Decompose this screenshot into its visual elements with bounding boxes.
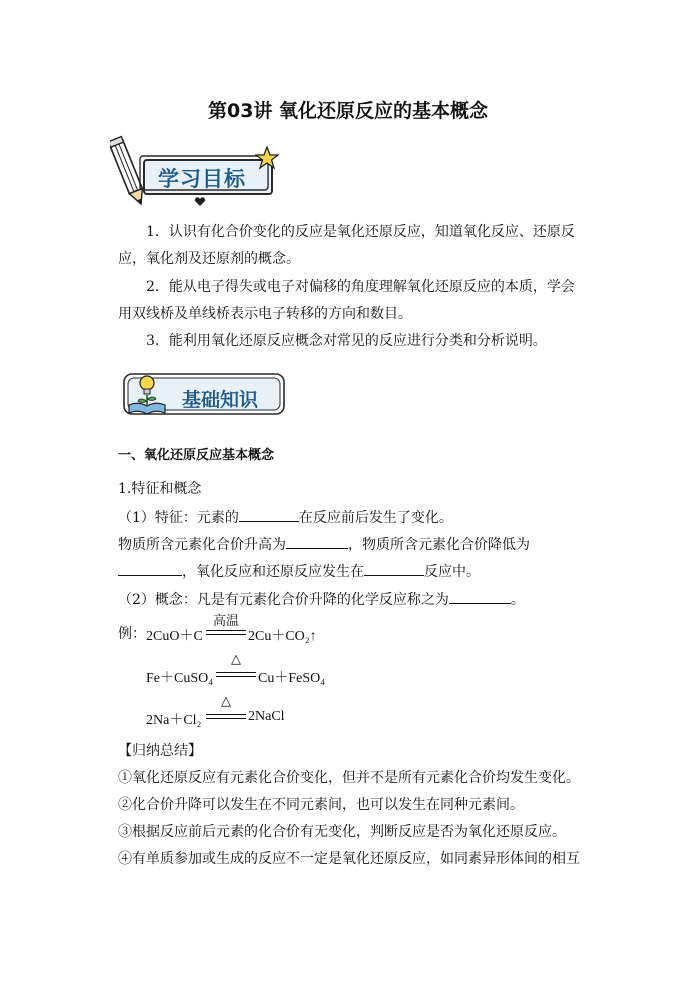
reduction-line: [118, 561, 480, 582]
concept-text-b: 。: [510, 592, 525, 608]
feature-text-b: 在反应前后发生了变化。: [298, 510, 453, 526]
summary-item-3: ③根据反应前后元素的化合价有无变化，判断反应是否为氧化还原反应。: [118, 824, 566, 840]
eq2-condition: △: [231, 652, 241, 667]
star-icon: [255, 146, 279, 170]
eq3-equals: [206, 714, 246, 719]
heart-icon: [194, 197, 206, 207]
oxidation-text-b: ，物质所含元素化合价降低为: [348, 537, 530, 553]
goal-3: 3．能利用氧化还原反应概念对常见的反应进行分类和分析说明。: [146, 333, 547, 349]
section-heading: 一、氧化还原反应基本概念: [118, 448, 275, 463]
goal-2-line-2: 用双线桥及单线桥表示电子转移的方向和数目。: [118, 306, 412, 322]
reduction-text-b: 反应中。: [424, 564, 480, 580]
summary-item-2: ②化合价升降可以发生在不同元素间，也可以发生在同种元素间。: [118, 797, 524, 813]
eq3-right: 2NaCl: [248, 709, 285, 724]
reduction-text-a: ，氧化反应和还原反应发生在: [182, 564, 364, 580]
eq2-right: Cu＋FeSO₄: [258, 671, 326, 686]
subsection-heading: 1.特征和概念: [118, 481, 202, 497]
summary-title: 【归纳总结】: [118, 743, 202, 759]
eq2-left: Fe＋CuSO₄: [146, 671, 214, 686]
blank-reduction[interactable]: [118, 561, 182, 576]
feature-text-a: （1）特征：元素的: [118, 510, 239, 526]
goal-1-line-2: 应，氧化剂及还原剂的概念。: [118, 251, 300, 267]
eq1-right: 2Cu＋CO₂↑: [248, 629, 317, 644]
eq3-condition: △: [221, 694, 231, 709]
goal-2-line-1: 2．能从电子得失或电子对偏移的角度理解氧化还原反应的本质，学会: [146, 279, 575, 295]
eq1-left: 2CuO＋C: [146, 629, 203, 644]
example-label: 例：: [118, 626, 146, 642]
banner-basics: 基础知识: [182, 389, 259, 411]
summary-item-1: ①氧化还原反应有元素化合价变化，但并不是所有元素化合价均发生变化。: [118, 770, 580, 786]
goal-1-line-1: 1．认识有化合价变化的反应是氧化还原反应，知道氧化反应、还原反: [146, 224, 575, 240]
concept-text-a: （2）概念：凡是有元素化合价升降的化学反应称之为: [118, 592, 449, 608]
blank-oxidation[interactable]: [286, 534, 348, 549]
oxidation-text-a: 物质所含元素化合价升高为: [118, 537, 286, 553]
feature-line: [118, 507, 453, 528]
oxidation-line: [118, 534, 530, 555]
blank-element[interactable]: [239, 507, 299, 522]
eq1-condition: 高温: [212, 614, 239, 629]
eq1-equals: [206, 630, 246, 635]
concept-line: [118, 589, 525, 610]
blank-redox[interactable]: [449, 589, 511, 604]
banner-learning-goals: 学习目标: [158, 167, 246, 191]
eq3-left: 2Na＋Cl₂: [146, 713, 202, 728]
blank-same-reaction[interactable]: [364, 561, 424, 576]
eq2-equals: [216, 672, 256, 677]
summary-item-4: ④有单质参加或生成的反应不一定是氧化还原反应，如同素异形体间的相互: [118, 851, 580, 867]
page-title: 第03讲 氧化还原反应的基本概念: [207, 100, 489, 122]
book-lightbulb-icon: [126, 373, 168, 417]
